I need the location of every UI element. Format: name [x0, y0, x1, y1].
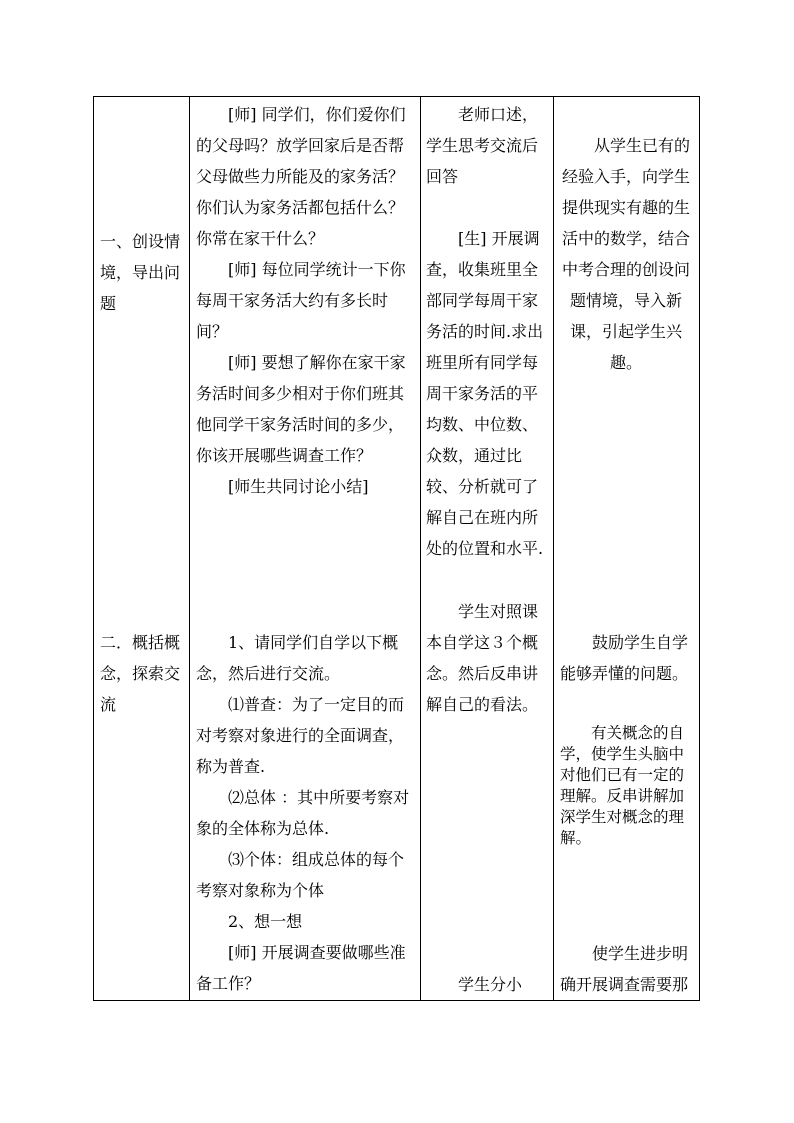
teacher-line: ⑶个体：组成总体的每个考察对象称为个体: [196, 850, 405, 900]
student-activities-2a: [426, 596, 550, 720]
student-activities-1b: [426, 223, 550, 564]
design-intent-1: [560, 130, 692, 378]
teacher-line: ⑵总体 ：其中所要考察对象的全体称为总体.: [196, 788, 410, 838]
design-intent-2c: [560, 938, 692, 1000]
intent-line: 从学生已有的经验入手，向学生提供现实有趣的生活中的数学，结合中考合理的创设问题情境，导入新课，引起学生兴趣。: [561, 136, 690, 372]
teacher-activities-1: [196, 99, 416, 502]
design-intent-2a: [560, 627, 692, 689]
column-divider: [189, 97, 190, 1000]
intent-line: 鼓励学生自学能够弄懂的问题。: [560, 633, 689, 683]
teacher-line: ⑴普查：为了一定目的而对考察对象进行的全面调查，称为普查.: [196, 695, 405, 776]
design-intent-2b: [560, 723, 692, 849]
student-line: 学生分小: [458, 975, 523, 994]
intent-line: 使学生进步明确开展调查需要那: [560, 944, 689, 994]
teacher-activities-2: [196, 627, 416, 999]
teacher-line: [师生共同讨论小结]: [228, 477, 369, 496]
stage-label-2: 二．概括概念，探索交流: [100, 633, 181, 714]
student-activities-1a: [426, 99, 550, 192]
student-activities-2b: [426, 969, 550, 1000]
column-divider: [420, 97, 421, 1000]
teacher-line: [师] 同学们，你们爱你们的父母吗？放学回家后是否帮父母做些力所能及的家务活？你们认为家务活都包括什么？你常在家干什么？: [196, 105, 406, 248]
teacher-line: [师] 开展调查要做哪些准备工作？: [196, 943, 406, 993]
intent-line: 有关概念的自学，使学生头脑中对他们已有一定的理解。反串讲解加深学生对概念的理解。: [560, 724, 685, 847]
student-line: 老师口述，学生思考交流后回答: [426, 105, 539, 186]
stage-label-1: 一、创设情境，导出问题: [100, 232, 181, 313]
teacher-line: 1、请同学们自学以下概念，然后进行交流。: [196, 633, 399, 683]
teacher-line: [师] 每位同学统计一下你每周干家务活大约有多长时间？: [196, 260, 406, 341]
column-divider: [553, 97, 554, 1000]
student-line: 学生对照课本自学这３个概念。然后反串讲解自己的看法。: [426, 602, 539, 714]
teacher-line: 2、想一想: [228, 912, 303, 931]
student-line: [生] 开展调查，收集班里全部同学每周干家务活的时间.求出班里所有同学每周干家务活的平均数、中位数、众数，通过比较、分析就可了解自己在班内所处的位置和水平.: [426, 229, 544, 558]
lesson-plan-table: [93, 96, 700, 1001]
teacher-line: [师] 要想了解你在家干家务活时间多少相对于你们班其他同学干家务活时间的多少，你该开展哪些调查工作？: [196, 353, 406, 465]
